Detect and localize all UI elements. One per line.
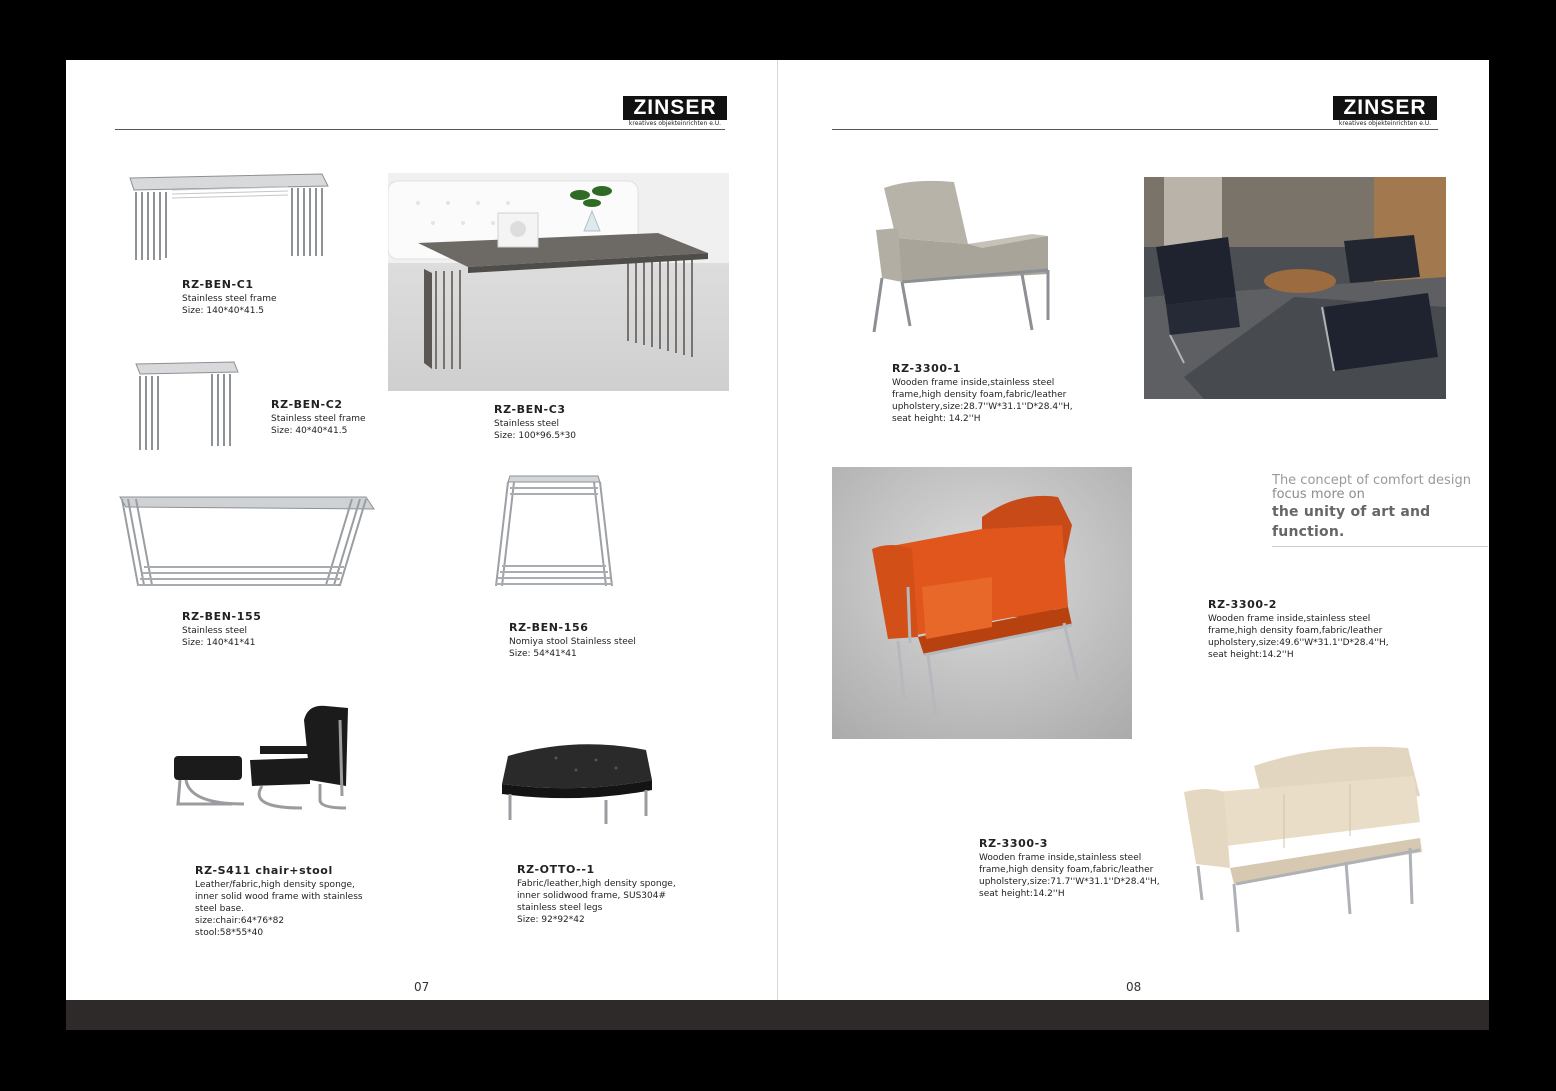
product-rz-3300-3 [979,837,1160,900]
page-number: 07 [414,980,430,994]
product-spec: stainless steel legs [517,903,603,913]
product-spec: Leather/fabric,high density sponge, [195,880,355,890]
product-spec: Size: 100*96.5*30 [494,431,577,441]
product-spec: Wooden frame inside,stainless steel [892,378,1055,388]
page-number: 08 [1126,980,1142,994]
product-rz-ben-c2 [271,398,366,437]
slogan-line-3: the unity of art and function. [1272,504,1431,540]
product-image-rz-otto-1 [496,734,660,828]
product-spec: Stainless steel [182,626,248,636]
product-spec: Stainless steel [494,419,560,429]
brand-logo [623,96,727,130]
product-image-rz-3300-3 [1174,736,1454,942]
product-rz-s411 [195,864,363,939]
product-image-rz-ben-c1 [122,164,334,274]
product-spec: seat height:14.2''H [1208,650,1294,660]
product-spec: seat height:14.2''H [979,889,1065,899]
product-rz-ben-155 [182,610,261,649]
page-08 [778,60,1489,1000]
product-code: RZ-3300-3 [979,837,1049,850]
slogan-line-1: The concept of comfort design [1272,473,1471,488]
product-spec: frame,high density foam,fabric/leather [892,390,1067,400]
product-code: RZ-OTTO--1 [517,863,595,876]
product-spec: seat height: 14.2''H [892,414,981,424]
product-image-rz-3300-1 [872,174,1062,344]
product-image-rz-ben-c3 [388,173,729,391]
product-spec: upholstery,size:71.7''W*31.1''D*28.4''H, [979,877,1160,887]
product-spec: frame,high density foam,fabric/leather [1208,626,1383,636]
product-spec: stool:58*55*40 [195,928,264,938]
product-spec: Size: 140*40*41.5 [182,306,265,316]
product-code: RZ-BEN-C1 [182,278,254,291]
product-code: RZ-BEN-C2 [271,398,343,411]
product-code: RZ-3300-1 [892,362,962,375]
product-rz-3300-2 [1208,598,1389,661]
slogan-block [1272,474,1488,547]
product-spec: Size: 140*41*41 [182,638,256,648]
product-spec: Wooden frame inside,stainless steel [1208,614,1371,624]
product-image-rz-s411 [170,700,360,812]
product-code: RZ-BEN-C3 [494,403,566,416]
brand-name: ZINSER [623,96,727,120]
product-spec: Size: 40*40*41.5 [271,426,348,436]
product-spec: Stainless steel frame [271,414,366,424]
product-spec: upholstery,size:49.6''W*31.1''D*28.4''H, [1208,638,1389,648]
brand-name: ZINSER [1333,96,1437,120]
product-image-rz-ben-156 [488,468,620,596]
slogan-rule [1272,546,1488,547]
product-image-rz-ben-155 [114,485,380,605]
brand-logo [1333,96,1437,130]
catalog-spread [66,60,1489,1030]
slogan-line-2: focus more on [1272,487,1365,502]
brand-tagline: kreatives objekteinrichten e.U. [628,120,722,127]
page-07 [66,60,777,1000]
lounge-interior-photo [1144,177,1446,399]
footer-bar [66,1000,1489,1030]
product-rz-ben-c1 [182,278,277,317]
product-spec: Size: 92*92*42 [517,915,585,925]
product-rz-ben-156 [509,621,636,660]
product-spec: size:chair:64*76*82 [195,916,285,926]
product-spec: inner solidwood frame, SUS304# [517,891,667,901]
product-code: RZ-BEN-156 [509,621,589,634]
product-code: RZ-S411 chair+stool [195,864,333,877]
product-spec: frame,high density foam,fabric/leather [979,865,1154,875]
product-spec: Fabric/leather,high density sponge, [517,879,676,889]
product-rz-3300-1 [892,362,1073,425]
product-spec: Wooden frame inside,stainless steel [979,853,1142,863]
product-image-rz-ben-c2 [130,354,242,460]
product-spec: inner solid wood frame with stainless [195,892,363,902]
product-spec: Nomiya stool Stainless steel [509,637,636,647]
product-spec: Size: 54*41*41 [509,649,577,659]
product-rz-otto-1 [517,863,676,926]
product-image-rz-3300-2 [832,467,1132,739]
product-code: RZ-3300-2 [1208,598,1278,611]
brand-tagline: kreatives objekteinrichten e.U. [1338,120,1432,127]
product-spec: Stainless steel frame [182,294,277,304]
product-rz-ben-c3 [494,403,576,442]
product-spec: steel base. [195,904,244,914]
product-code: RZ-BEN-155 [182,610,262,623]
product-spec: upholstery,size:28.7''W*31.1''D*28.4''H, [892,402,1073,412]
